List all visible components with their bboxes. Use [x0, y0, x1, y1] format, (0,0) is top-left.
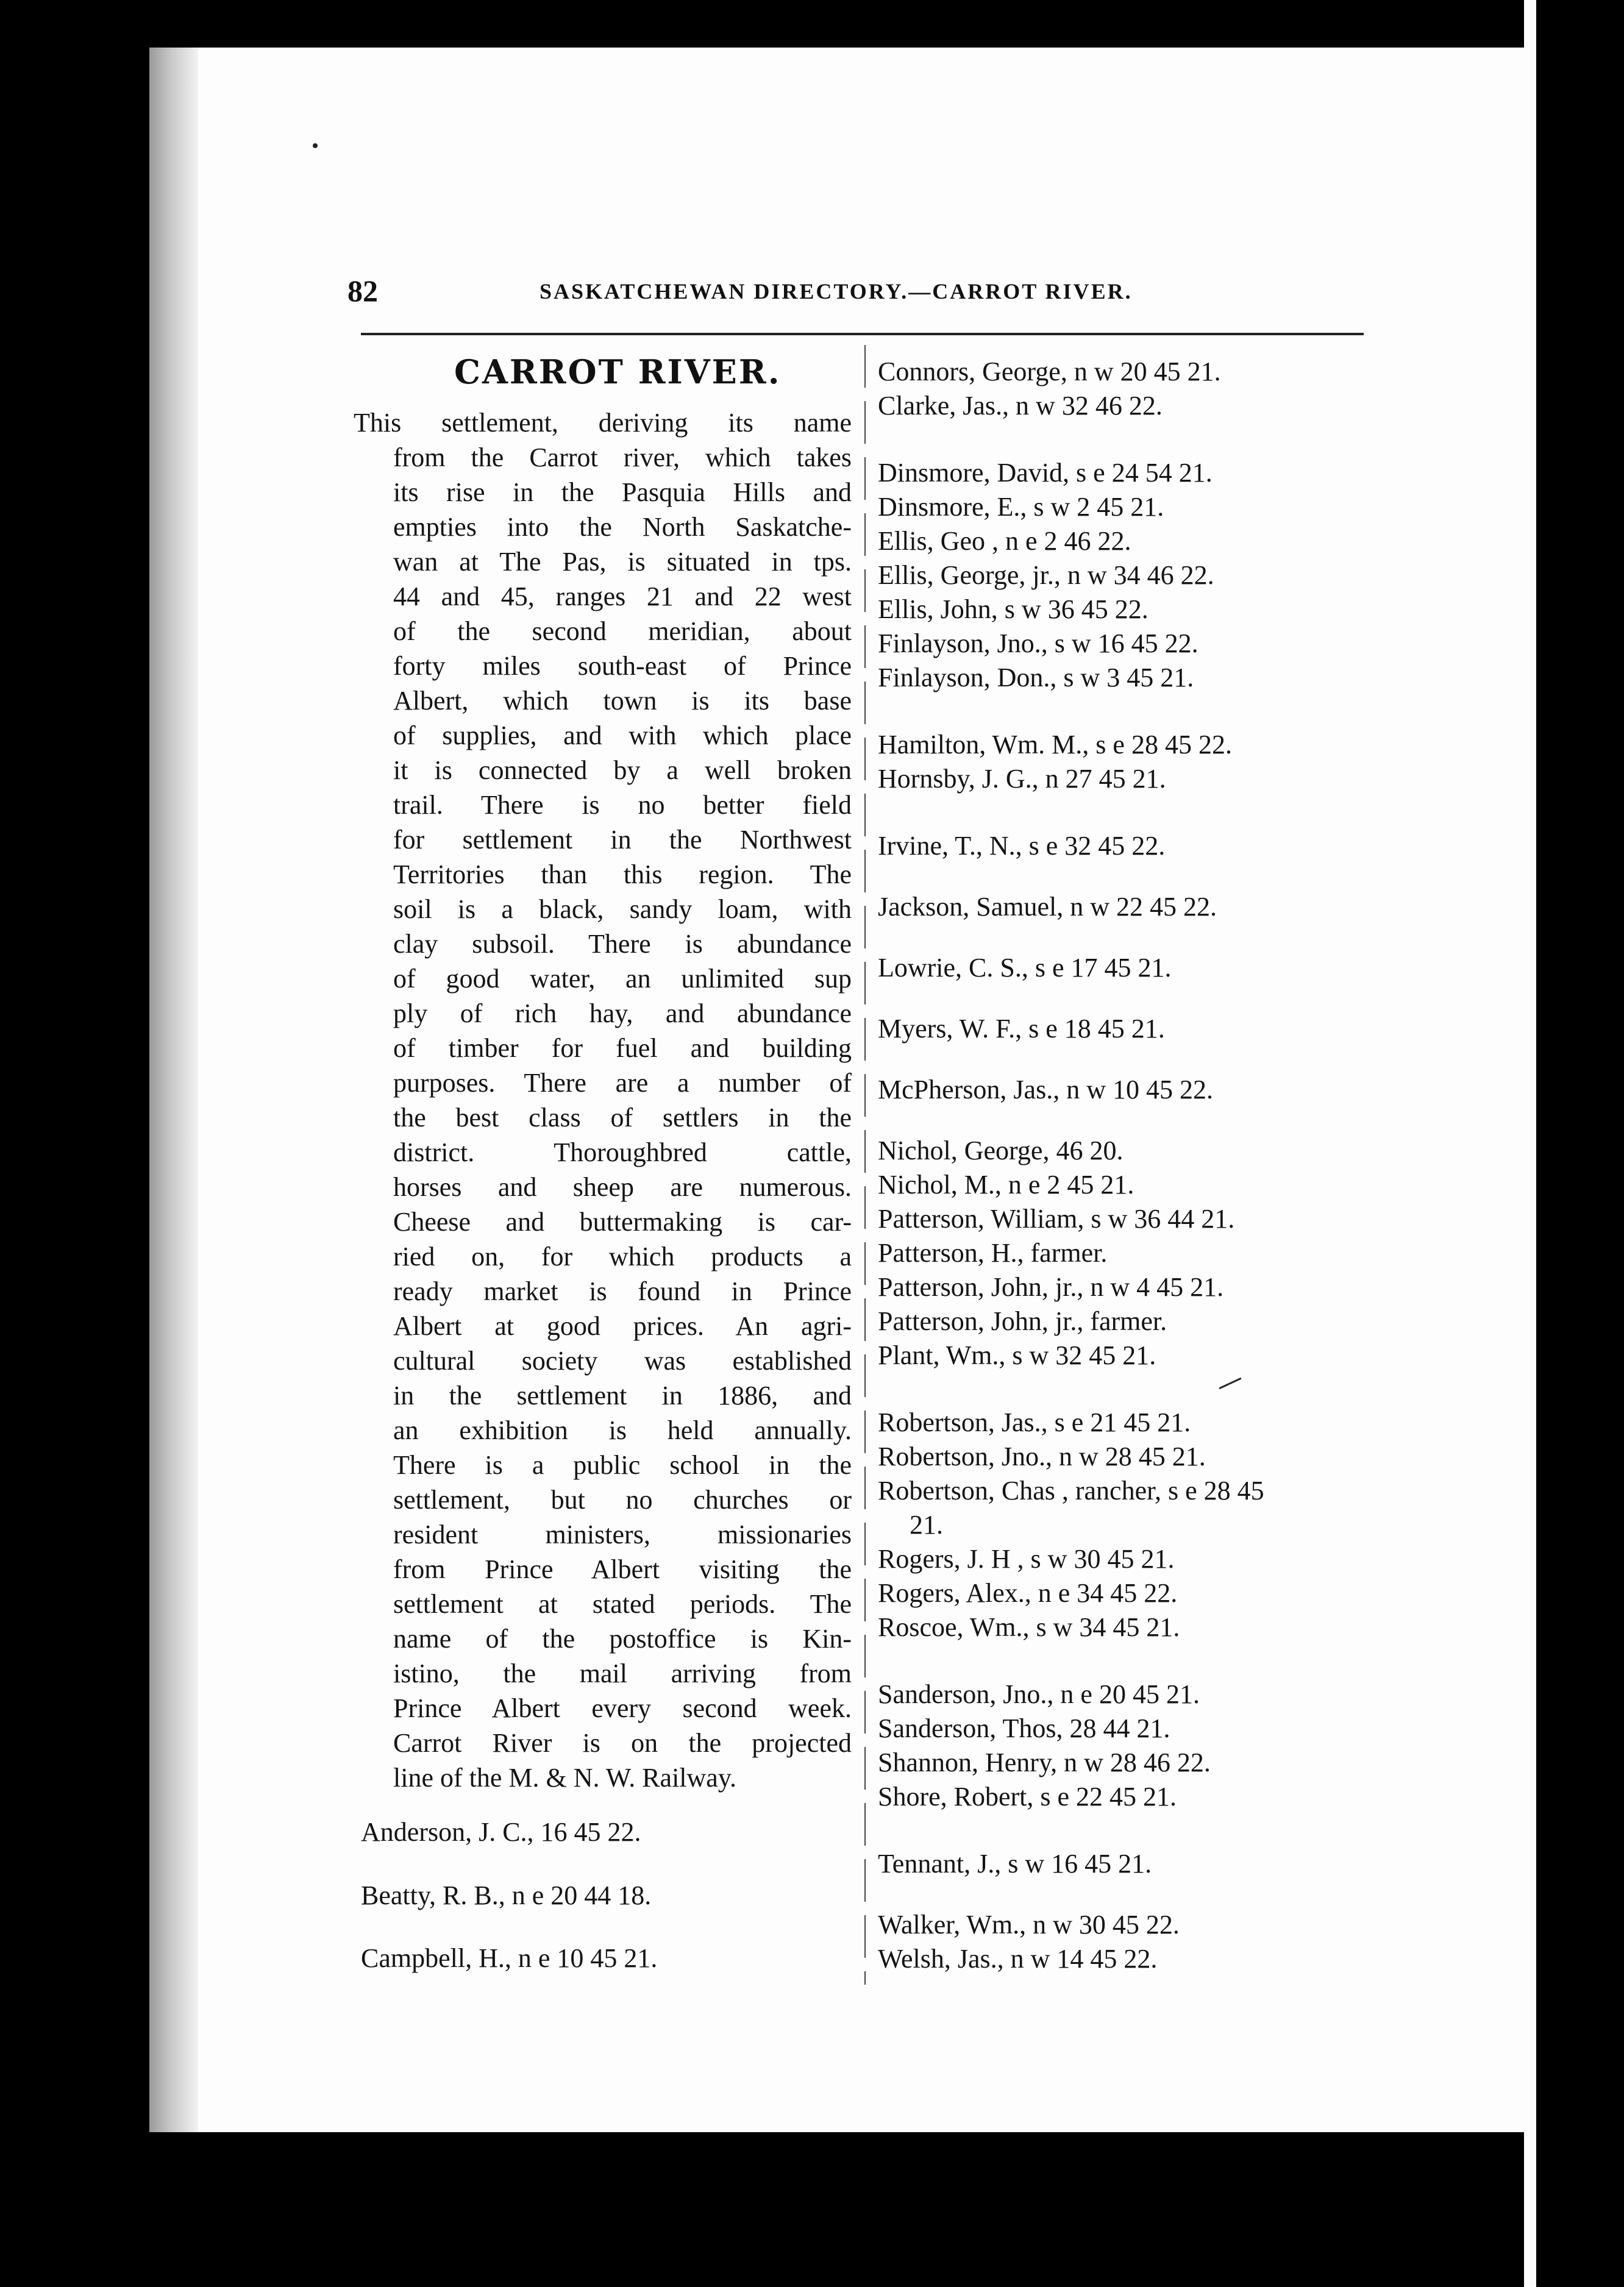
- directory-entry: Nichol, George, 46 20.: [878, 1136, 1124, 1165]
- description-line: clay subsoil. There is abundance: [393, 929, 852, 959]
- directory-entry: Jackson, Samuel, n w 22 45 22.: [878, 892, 1217, 922]
- directory-entry: Robertson, Chas , rancher, s e 28 45: [878, 1476, 1264, 1506]
- directory-entry: McPherson, Jas., n w 10 45 22.: [878, 1075, 1213, 1104]
- directory-entry: Patterson, John, jr., farmer.: [878, 1306, 1167, 1336]
- header-rule: [361, 333, 1364, 335]
- description-line: ready market is found in Prince: [393, 1276, 852, 1306]
- description-line: of timber for fuel and building: [393, 1033, 852, 1063]
- directory-entry: Hamilton, Wm. M., s e 28 45 22.: [878, 730, 1232, 759]
- description-line: its rise in the Pasquia Hills and: [393, 477, 852, 507]
- directory-entry: Myers, W. F., s e 18 45 21.: [878, 1014, 1165, 1044]
- directory-entry: Finlayson, Jno., s w 16 45 22.: [878, 628, 1198, 658]
- directory-entry: Sanderson, Jno., n e 20 45 21.: [878, 1679, 1200, 1709]
- directory-entry: Patterson, William, s w 36 44 21.: [878, 1204, 1235, 1234]
- directory-entry: Campbell, H., n e 10 45 21.: [361, 1943, 658, 1973]
- description-line: resident ministers, missionaries: [393, 1520, 852, 1549]
- directory-entry: Patterson, John, jr., n w 4 45 21.: [878, 1272, 1224, 1302]
- description-line: istino, the mail arriving from: [393, 1659, 852, 1688]
- section-title: CARROT RIVER.: [454, 352, 782, 391]
- description-line: district. Thoroughbred cattle,: [393, 1137, 852, 1167]
- description-line: of good water, an unlimited sup: [393, 964, 852, 994]
- description-line: in the settlement in 1886, and: [393, 1381, 852, 1410]
- directory-entry: Patterson, H., farmer.: [878, 1238, 1108, 1268]
- description-line: Prince Albert every second week.: [393, 1693, 852, 1723]
- description-line: cultural society was established: [393, 1346, 852, 1376]
- description-line: ried on, for which products a: [393, 1242, 852, 1272]
- directory-entry: Robertson, Jno., n w 28 45 21.: [878, 1442, 1206, 1471]
- description-line: Carrot River is on the projected: [393, 1728, 852, 1758]
- directory-entry: Sanderson, Thos, 28 44 21.: [878, 1713, 1170, 1743]
- directory-entry: Beatty, R. B., n e 20 44 18.: [361, 1880, 652, 1910]
- dust-speck: [313, 143, 318, 148]
- description-line: for settlement in the Northwest: [393, 825, 852, 855]
- adjacent-page-edge: [1524, 0, 1536, 2287]
- directory-entry: Ellis, George, jr., n w 34 46 22.: [878, 560, 1214, 590]
- directory-entry: Shannon, Henry, n w 28 46 22.: [878, 1748, 1211, 1777]
- description-line: soil is a black, sandy loam, with: [393, 894, 852, 924]
- description-line: empties into the North Saskatche-: [393, 512, 852, 542]
- directory-entry: Walker, Wm., n w 30 45 22.: [878, 1910, 1180, 1940]
- directory-entry: Roscoe, Wm., s w 34 45 21.: [878, 1612, 1180, 1642]
- directory-entry: Dinsmore, David, s e 24 54 21.: [878, 458, 1213, 488]
- description-line: the best class of settlers in the: [393, 1103, 852, 1133]
- directory-entry: Dinsmore, E., s w 2 45 21.: [878, 492, 1164, 522]
- directory-entry: Robertson, Jas., s e 21 45 21.: [878, 1407, 1191, 1437]
- description-line: horses and sheep are numerous.: [393, 1172, 852, 1202]
- directory-entry: 21.: [910, 1510, 943, 1540]
- description-line: settlement, but no churches or: [393, 1485, 852, 1515]
- description-line: it is connected by a well broken: [393, 755, 852, 785]
- directory-entry: Ellis, Geo , n e 2 46 22.: [878, 526, 1131, 556]
- description-line: name of the postoffice is Kin-: [393, 1624, 852, 1654]
- directory-entry: Rogers, J. H , s w 30 45 21.: [878, 1544, 1175, 1574]
- description-line: line of the M. & N. W. Railway.: [393, 1763, 736, 1793]
- description-line: purposes. There are a number of: [393, 1068, 852, 1098]
- description-line: Albert, which town is its base: [393, 686, 852, 716]
- directory-entry: Anderson, J. C., 16 45 22.: [361, 1817, 641, 1847]
- directory-entry: Plant, Wm., s w 32 45 21.: [878, 1340, 1156, 1370]
- page-spine-shadow: [149, 48, 198, 2132]
- directory-entry: Nichol, M., n e 2 45 21.: [878, 1170, 1134, 1200]
- description-line: from Prince Albert visiting the: [393, 1554, 852, 1584]
- directory-entry: Clarke, Jas., n w 32 46 22.: [878, 391, 1163, 421]
- description-line: There is a public school in the: [393, 1450, 852, 1480]
- directory-entry: Hornsby, J. G., n 27 45 21.: [878, 764, 1166, 794]
- description-line: from the Carrot river, which takes: [393, 443, 852, 472]
- page-number: 82: [347, 274, 378, 308]
- directory-entry: Finlayson, Don., s w 3 45 21.: [878, 663, 1194, 692]
- description-line: settlement at stated periods. The: [393, 1589, 852, 1619]
- column-divider: [864, 345, 866, 1985]
- description-line: of the second meridian, about: [393, 616, 852, 646]
- description-line: 44 and 45, ranges 21 and 22 west: [393, 582, 852, 611]
- description-line: Territories than this region. The: [393, 859, 852, 889]
- running-title: SASKATCHEWAN DIRECTORY.—CARROT RIVER.: [540, 279, 1133, 304]
- description-line: wan at The Pas, is situated in tps.: [393, 547, 852, 577]
- description-line: an exhibition is held annually.: [393, 1415, 852, 1445]
- description-line: forty miles south-east of Prince: [393, 651, 852, 681]
- description-line: Albert at good prices. An agri-: [393, 1311, 852, 1341]
- directory-entry: Lowrie, C. S., s e 17 45 21.: [878, 953, 1172, 983]
- directory-entry: Rogers, Alex., n e 34 45 22.: [878, 1578, 1178, 1608]
- directory-entry: Tennant, J., s w 16 45 21.: [878, 1849, 1152, 1879]
- description-line: ply of rich hay, and abundance: [393, 998, 852, 1028]
- directory-entry: Ellis, John, s w 36 45 22.: [878, 594, 1149, 624]
- directory-entry: Irvine, T., N., s e 32 45 22.: [878, 831, 1166, 861]
- description-line: Cheese and buttermaking is car-: [393, 1207, 852, 1237]
- directory-entry: Welsh, Jas., n w 14 45 22.: [878, 1944, 1158, 1974]
- directory-entry: Shore, Robert, s e 22 45 21.: [878, 1782, 1177, 1812]
- description-line: This settlement, deriving its name: [354, 408, 852, 438]
- description-line: of supplies, and with which place: [393, 720, 852, 750]
- description-line: trail. There is no better field: [393, 790, 852, 820]
- directory-entry: Connors, George, n w 20 45 21.: [878, 357, 1221, 386]
